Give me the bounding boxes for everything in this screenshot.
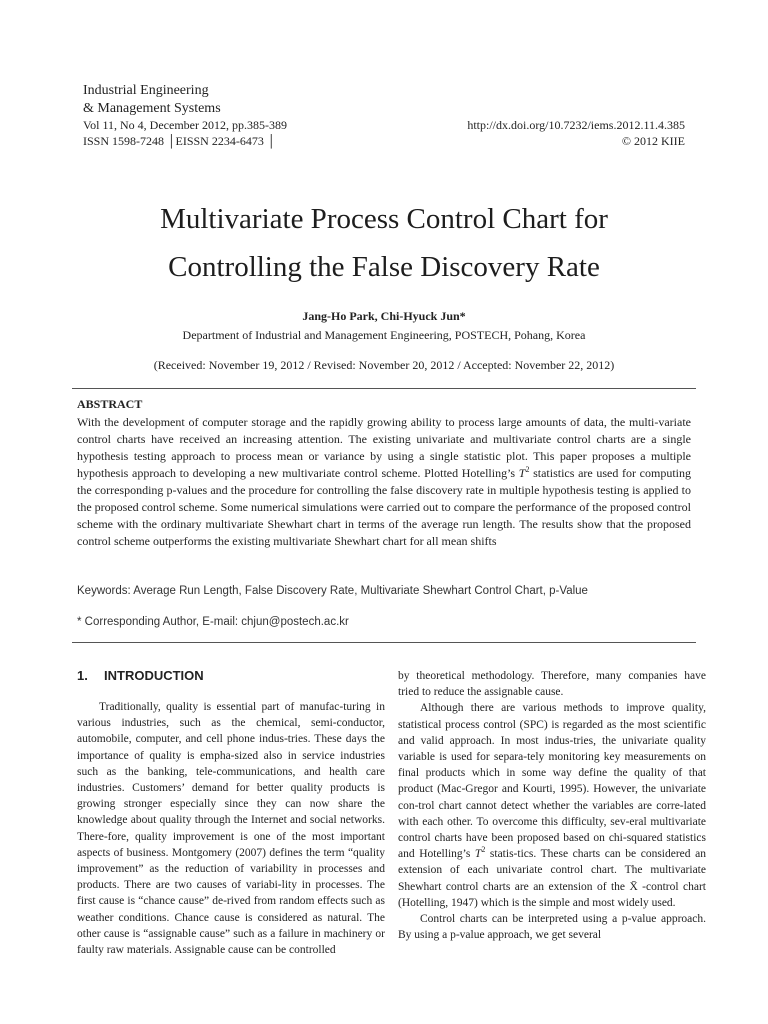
- intro-t-symbol: T: [474, 848, 482, 861]
- intro-t-superscript: 2: [481, 845, 486, 855]
- abstract-t-symbol: T: [518, 466, 526, 480]
- intro-paragraph-3: Control charts can be interpreted using a p-value approach. By using a p-value approach, we get several: [398, 913, 706, 942]
- intro-paragraph-2-part-a: Although there are various methods to improve quality, statistical process control (SPC) is regarded as the most scientific and valid approach. In most indus-tries, the univariate quality variable is used for separa-tely monitoring key measurements on final products which in some way define the quality of that product (Mac-Gregor and Kourti, 1995). However, the univariate con-trol chart cannot detect whether the variables are corre-lated with each other. To overcome this difficulty, sev-eral multivariate control charts have been proposed based on chi-squared statistics and Hotelling’s: [398, 702, 706, 861]
- paper-title-line1: Multivariate Process Control Chart for: [160, 203, 608, 235]
- submission-dates: (Received: November 19, 2012 / Revised: November 20, 2012 / Accepted: November 22, 2012): [153, 358, 615, 372]
- abstract-heading: ABSTRACT: [77, 397, 143, 411]
- paper-title-line2: Controlling the False Discovery Rate: [168, 251, 600, 283]
- journal-meta-right: [467, 117, 685, 149]
- paper-title: [0, 195, 768, 291]
- abstract-bottom-rule: [72, 642, 696, 643]
- section-title: INTRODUCTION: [104, 668, 204, 683]
- intro-paragraph-1: Traditionally, quality is essential part of manufac-turing in various industries, such as the chemical, semi-conductor, automobile, computer, and cell phone indus-tries. These days the importance of quality is empha-sized also in service industries such as the banking, tele-communications, and health care industries. Customers’ demand for better quality products is growing stronger especially since they can now share the knowledge about quality through the Internet and social networks. There-fore, quality improvement is one of the most important aspects of business. Montgomery (2007) defines the term “quality improvement” as the reduction of variability in processes and products. There are two causes of variabi-lity in processes. The first cause is “chance cause” de-rived from random effects such as weather conditions. Chance cause is considered as natural. The other cause is “assignable cause” such as a failure in machinery or faulty raw materials. Assignable cause can be controlled: [77, 701, 385, 957]
- abstract-text-part2: statistics are used for computing the corresponding p-values and the procedure for controlling the false discovery rate in multiple hypothesis testing is applied to the proposed control scheme. Some numerical simulations were carried out to compare the performance of the proposed control scheme with the ordinary multivariate Shewhart chart in terms of the average run length. The results show that the proposed control scheme outperforms the existing multivariate Shewhart chart for all mean shifts: [77, 466, 691, 548]
- corresponding-author: * Corresponding Author, E-mail: chjun@postech.ac.kr: [77, 616, 349, 628]
- abstract-t-superscript: 2: [525, 465, 530, 474]
- doi-link[interactable]: http://dx.doi.org/10.7232/iems.2012.11.4.385: [467, 118, 685, 132]
- abstract-top-rule: [72, 388, 696, 389]
- section-heading-introduction: [77, 668, 204, 683]
- keywords: Keywords: Average Run Length, False Discovery Rate, Multivariate Shewhart Control Chart, p-Value: [77, 585, 588, 597]
- issn-info: ISSN 1598-7248 │EISSN 2234-6473 │: [83, 134, 276, 148]
- journal-meta-left: [83, 117, 287, 149]
- authors: Jang-Ho Park, Chi-Hyuck Jun*: [302, 309, 466, 323]
- section-number: 1.: [77, 668, 88, 683]
- left-column: [77, 699, 385, 958]
- intro-paragraph-1-continued: by theoretical methodology. Therefore, many companies have tried to reduce the assignable cause.: [398, 670, 706, 699]
- affiliation: Department of Industrial and Management Engineering, POSTECH, Pohang, Korea: [182, 328, 586, 342]
- journal-name-line2: & Management Systems: [83, 101, 221, 116]
- abstract-text: [77, 414, 691, 550]
- intro-paragraph-2-part-b: statis-tics. These charts can be considered an extension of each univariate control chart. The multivariate Shewhart control charts are an extension of the X̄ -control chart (Hotelling, 1947) which is the simple and most widely used.: [398, 848, 706, 909]
- right-column: [398, 668, 706, 943]
- intro-paragraph-2: [398, 700, 706, 911]
- journal-name: [83, 82, 221, 118]
- journal-name-line1: Industrial Engineering: [83, 83, 209, 98]
- copyright: © 2012 KIIE: [621, 134, 685, 148]
- abstract-text-part1: With the development of computer storage and the rapidly growing ability to process large amounts of data, the multi-variate control charts have received an increasing attention. The existing univariate and multivariate control charts are a single hypothesis testing approach to process mean or variance by using a single statistic plot. This paper proposes a multiple hypothesis approach to developing a new multivariate control scheme. Plotted Hotelling’s: [77, 415, 691, 480]
- volume-info: Vol 11, No 4, December 2012, pp.385-389: [83, 118, 287, 132]
